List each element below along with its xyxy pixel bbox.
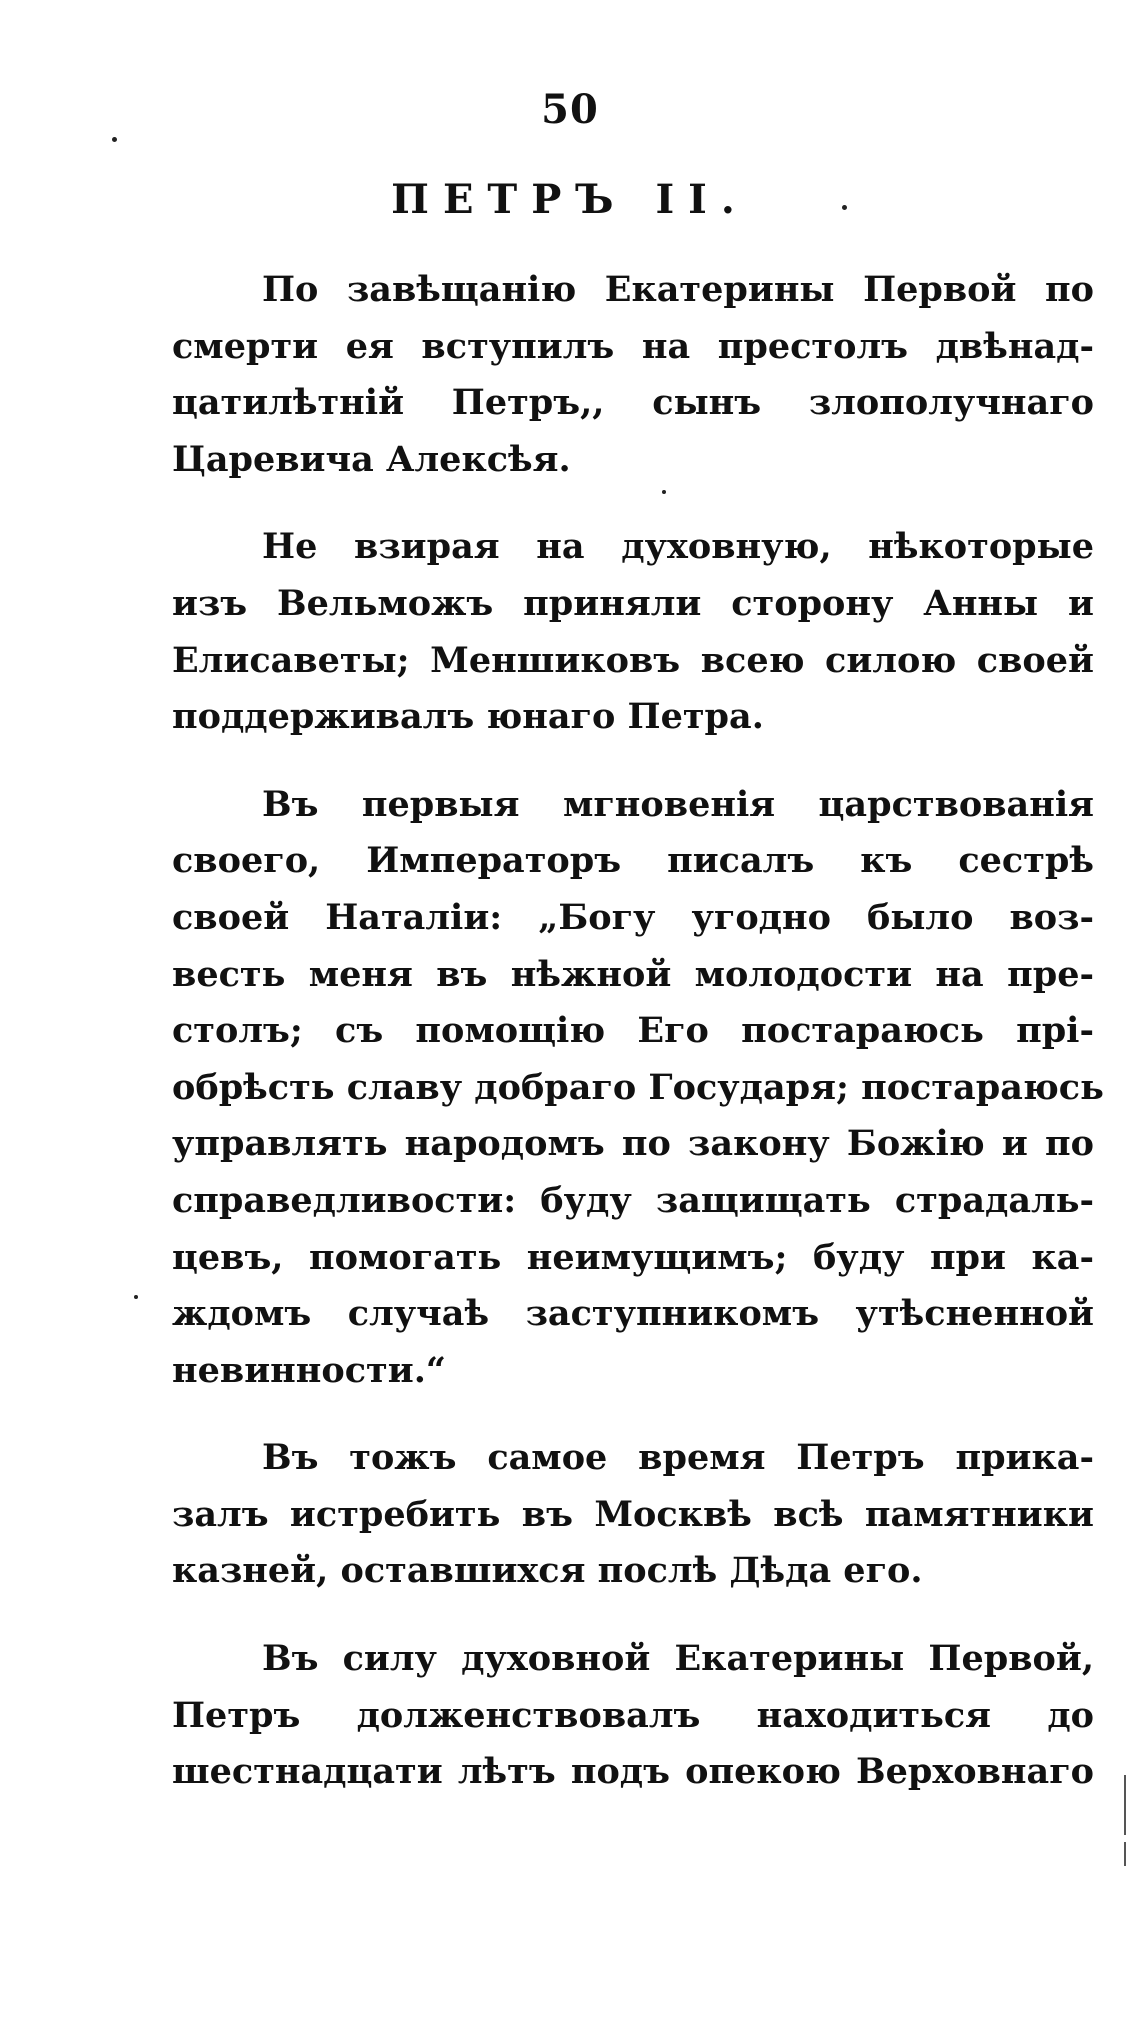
text-line: Петръ долженствовалъ находиться до	[172, 1694, 1094, 1736]
text-line: своего, Императоръ писалъ къ сестрѣ	[172, 840, 1094, 882]
text-line: казней, оставшихся послѣ Дѣда его.	[172, 1550, 923, 1592]
page-number: 50	[541, 86, 599, 133]
scan-edge-mark	[1124, 1842, 1126, 1866]
text-line: весть меня въ нѣжной молодости на пре-	[172, 953, 1094, 995]
text-line: обрѣсть славу добраго Государя; постараюсь	[172, 1066, 1104, 1108]
text-line: столъ; съ помощію Его постараюсь прі-	[172, 1010, 1094, 1052]
text-line: изъ Вельможъ приняли сторону Анны и	[172, 582, 1094, 624]
text-line: Елисаветы; Меншиковъ всею силою своей	[172, 639, 1094, 681]
text-line: залъ истребить въ Москвѣ всѣ памятники	[172, 1493, 1094, 1535]
text-line: своей Наталіи: „Богу угодно было воз-	[172, 896, 1094, 938]
text-line: цевъ, помогать неимущимъ; буду при ка-	[172, 1236, 1094, 1278]
text-line: шестнадцати лѣтъ подъ опекою Верховнаго	[172, 1751, 1094, 1793]
scan-speck	[662, 490, 666, 494]
text-line: управлять народомъ по закону Божію и по	[172, 1123, 1094, 1165]
text-line: Въ первыя мгновенія царствованія	[262, 783, 1094, 825]
scan-edge-mark	[1124, 1775, 1126, 1835]
text-line: По завѣщанію Екатерины Первой по	[262, 269, 1094, 310]
text-line: ждомъ случаѣ заступникомъ утѣсненной	[172, 1293, 1094, 1335]
text-line: справедливости: буду защищать страдаль-	[172, 1179, 1094, 1221]
text-line: Въ силу духовной Екатерины Первой,	[262, 1638, 1094, 1680]
paragraph-4	[172, 1430, 1094, 1600]
text-line: Въ тожъ самое время Петръ прика-	[262, 1437, 1094, 1479]
paragraph-2	[172, 519, 1094, 745]
body-text	[172, 262, 1104, 1832]
scan-speck	[112, 137, 117, 142]
paragraph-5	[172, 1631, 1094, 1801]
scan-speck	[842, 205, 847, 210]
text-line: невинности.“	[172, 1349, 447, 1391]
text-line: цатилѣтній Петръ,, сынъ злополучнаго	[172, 382, 1094, 424]
scan-speck	[134, 1295, 138, 1299]
paragraph-3	[172, 777, 1104, 1400]
chapter-title: ПЕТРЪ II.	[391, 176, 749, 223]
text-line: поддерживалъ юнаго Петра.	[172, 696, 764, 738]
text-line: смерти ея вступилъ на престолъ двѣнад-	[172, 325, 1094, 367]
text-line: Царевича Алексѣя.	[172, 438, 571, 480]
text-line: Не взирая на духовную, нѣкоторые	[262, 526, 1094, 568]
paragraph-1	[172, 262, 1094, 488]
